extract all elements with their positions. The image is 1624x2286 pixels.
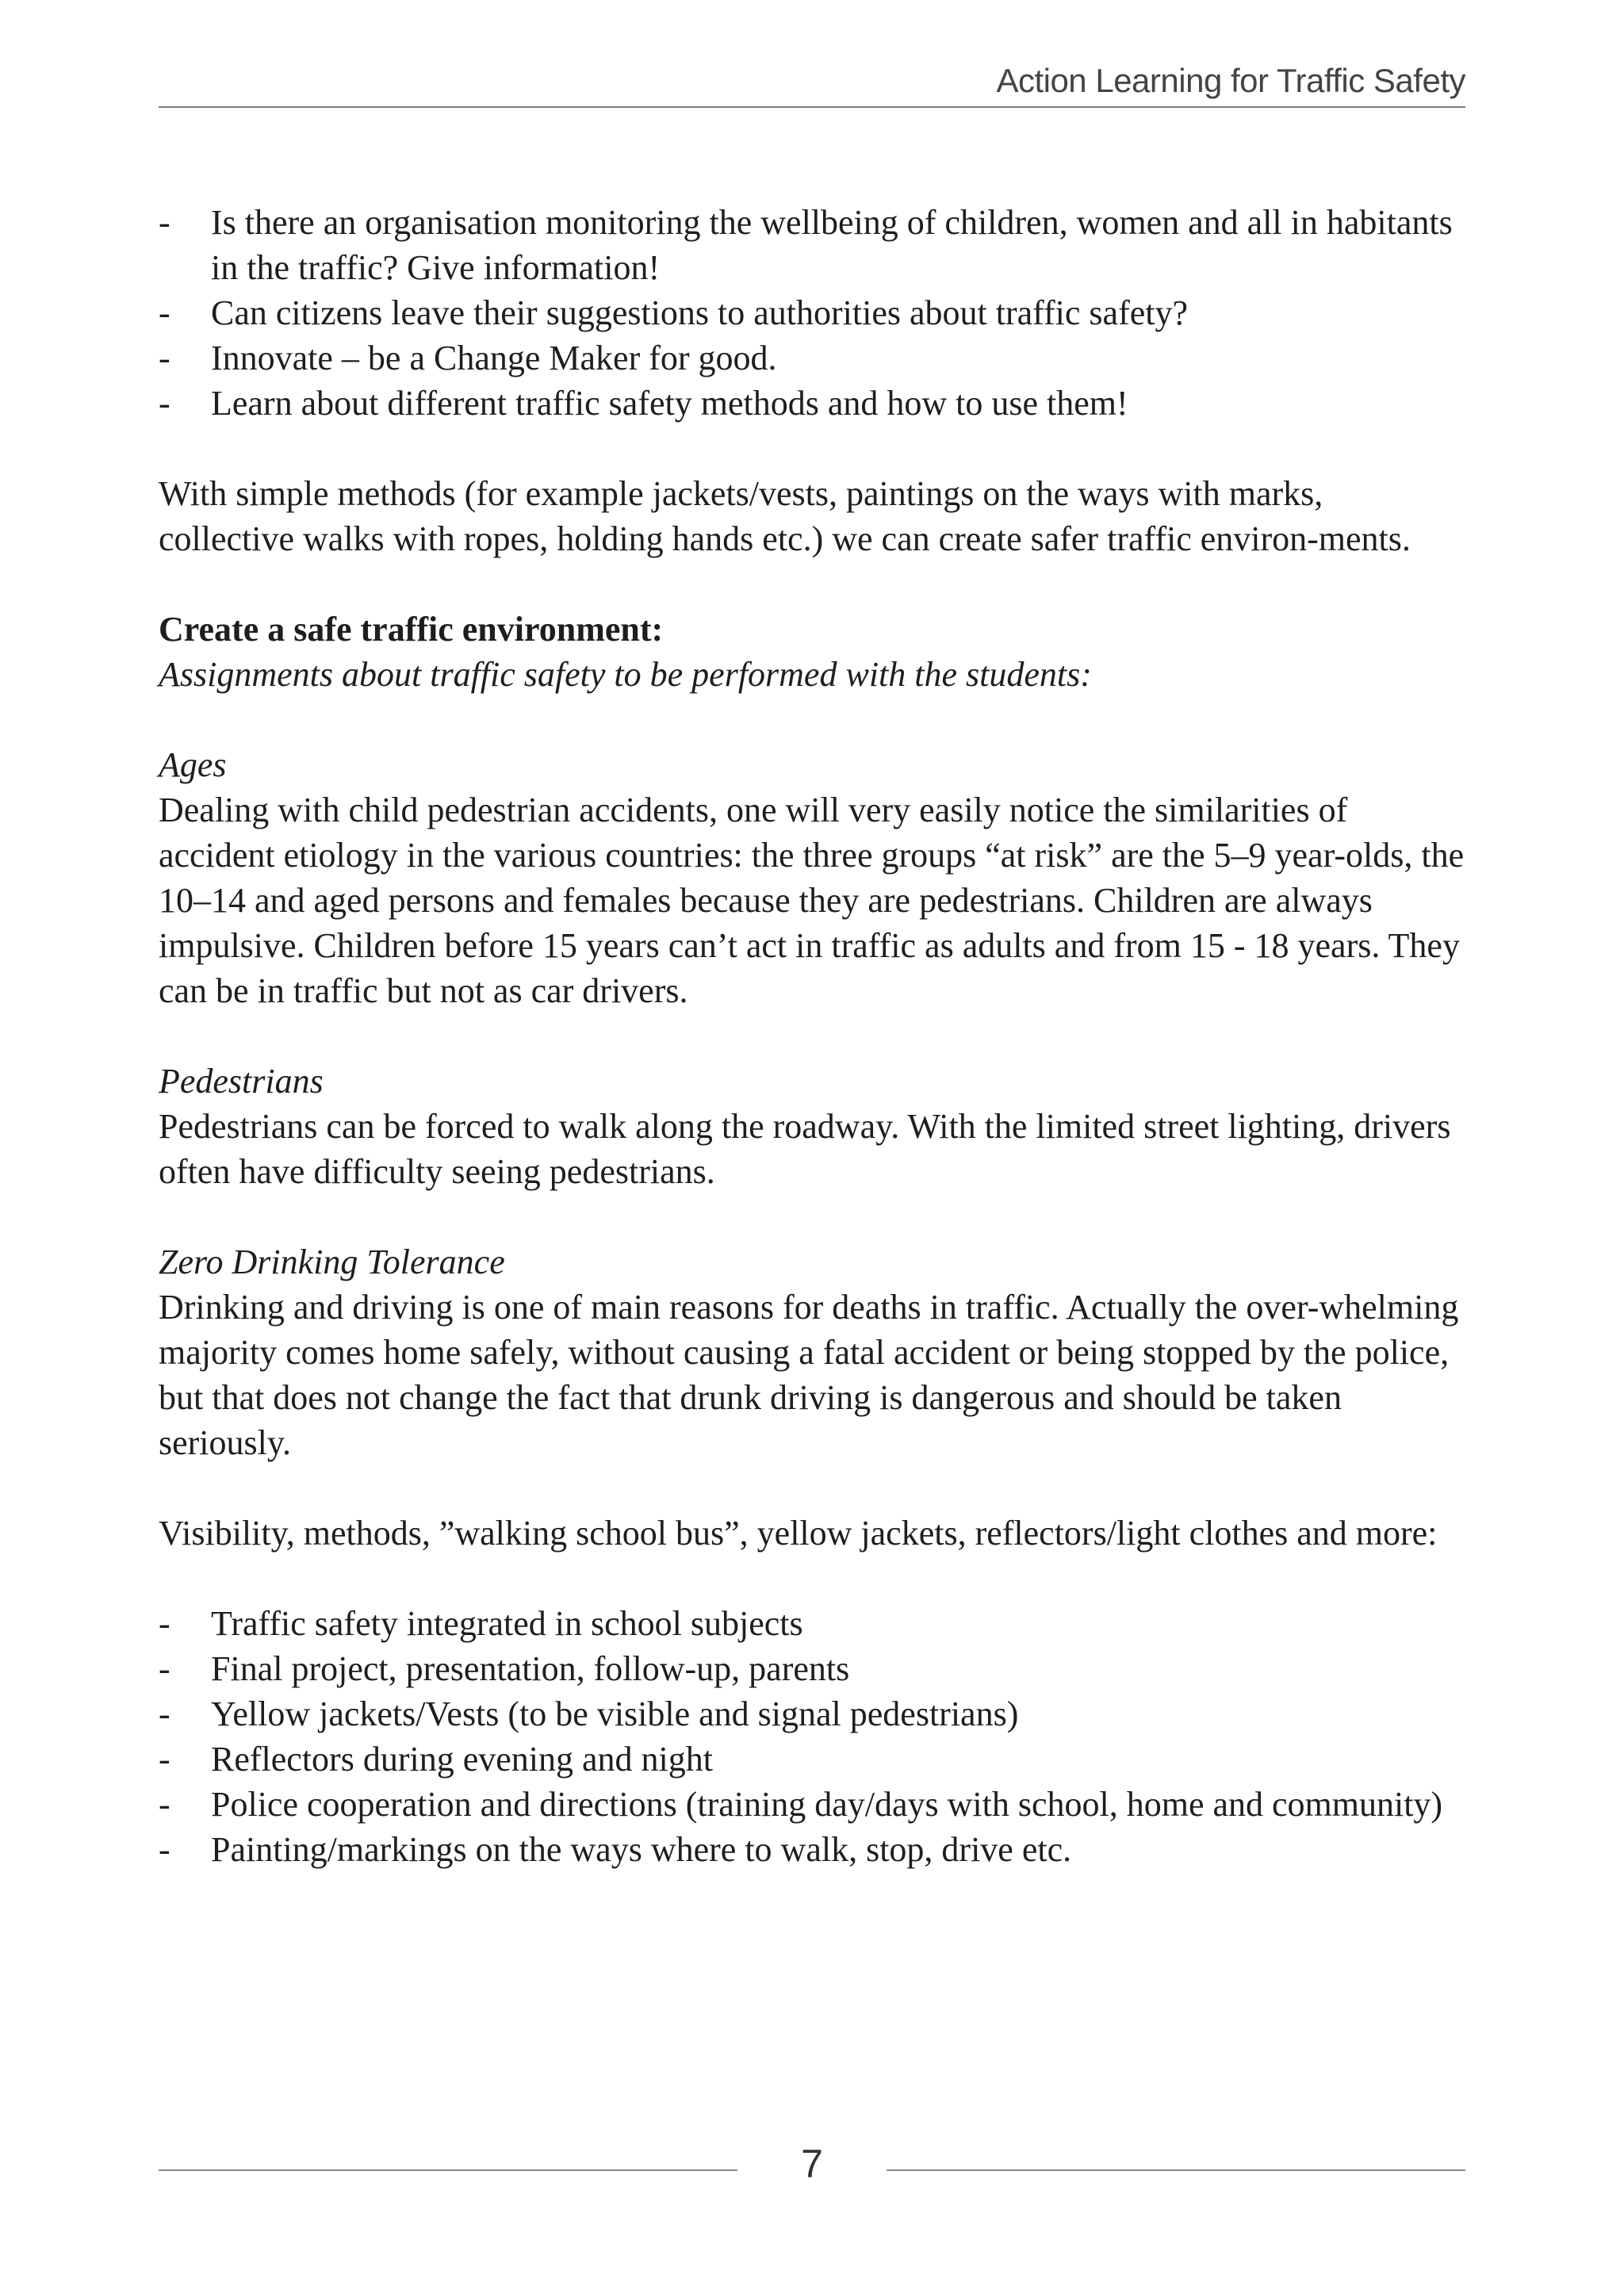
section-heading: Create a safe traffic environment: bbox=[159, 610, 664, 649]
dash-marker: - bbox=[159, 1604, 170, 1643]
list-item: - Innovate – be a Change Maker for good. bbox=[159, 335, 1465, 381]
running-header-title: Action Learning for Traffic Safety bbox=[996, 62, 1465, 99]
footer-rule-right bbox=[887, 2169, 1465, 2171]
dash-marker: - bbox=[159, 203, 170, 242]
dash-marker: - bbox=[159, 1830, 170, 1869]
list-item: - Police cooperation and directions (training day/days with school, home and community) bbox=[159, 1782, 1465, 1827]
dash-marker: - bbox=[159, 384, 170, 423]
list-item: - Is there an organisation monitoring the wellbeing of children, women and all in habitants in the traffic? Give information! bbox=[159, 200, 1465, 290]
dash-marker: - bbox=[159, 1740, 170, 1779]
running-header bbox=[159, 62, 1465, 108]
list-item: - Painting/markings on the ways where to walk, stop, drive etc. bbox=[159, 1827, 1465, 1872]
methods-list bbox=[159, 1601, 1465, 1872]
visibility-paragraph: Visibility, methods, ”walking school bus”, yellow jackets, reflectors/light clothes and more: bbox=[159, 1514, 1438, 1553]
zero-tolerance-paragraph: Drinking and driving is one of main reasons for deaths in traffic. Actually the over-whelming majority comes home safely, without causing a fatal accident or being stopped by the police, but that does not change the fact that drunk driving is dangerous and should be taken seriously. bbox=[159, 1288, 1459, 1462]
dash-marker: - bbox=[159, 293, 170, 332]
section-subheading: Assignments about traffic safety to be performed with the students: bbox=[159, 655, 1092, 694]
list-item: - Final project, presentation, follow-up, parents bbox=[159, 1646, 1465, 1691]
dash-marker: - bbox=[159, 1785, 170, 1824]
list-item: - Learn about different traffic safety methods and how to use them! bbox=[159, 381, 1465, 426]
ages-paragraph: Dealing with child pedestrian accidents, one will very easily notice the similarities of accident etiology in the various countries: the three groups “at risk” are the 5–9 year-olds, the 10–14 and aged persons and females because they are pedestrians. Children are always impulsive. Children before 15 years can’t act in traffic as adults and from 15 - 18 years. They can be in traffic but not as car drivers. bbox=[159, 791, 1465, 1010]
list-item: - Traffic safety integrated in school subjects bbox=[159, 1601, 1465, 1646]
zero-tolerance-title: Zero Drinking Tolerance bbox=[159, 1243, 505, 1281]
page-footer bbox=[159, 2141, 1465, 2196]
methods-paragraph: With simple methods (for example jackets/vests, paintings on the ways with marks, collective walks with ropes, holding hands etc.) we can create safer traffic environ-ments. bbox=[159, 474, 1411, 558]
ages-title: Ages bbox=[159, 745, 227, 784]
list-item: - Yellow jackets/Vests (to be visible and signal pedestrians) bbox=[159, 1691, 1465, 1737]
dash-marker: - bbox=[159, 1649, 170, 1688]
dash-marker: - bbox=[159, 339, 170, 377]
questions-list bbox=[159, 200, 1465, 426]
pedestrians-title: Pedestrians bbox=[159, 1062, 324, 1101]
page-body bbox=[159, 200, 1465, 1872]
pedestrians-paragraph: Pedestrians can be forced to walk along the roadway. With the limited street lighting, drivers often have difficulty seeing pedestrians. bbox=[159, 1107, 1451, 1191]
list-item: - Can citizens leave their suggestions to authorities about traffic safety? bbox=[159, 290, 1465, 335]
dash-marker: - bbox=[159, 1694, 170, 1733]
page-number: 7 bbox=[801, 2142, 823, 2186]
list-item: - Reflectors during evening and night bbox=[159, 1737, 1465, 1782]
